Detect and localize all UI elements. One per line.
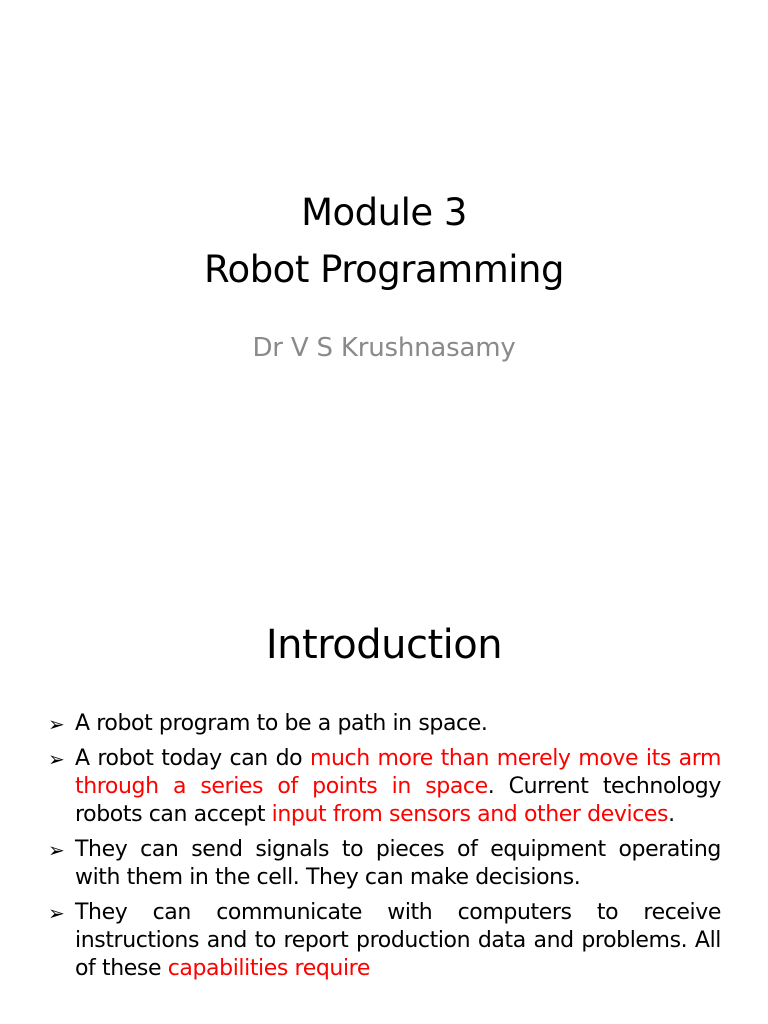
bullet-item-4 bbox=[48, 899, 721, 983]
title-line-1: Module 3 bbox=[301, 191, 467, 234]
bullet-item-1 bbox=[48, 710, 721, 738]
bullet-item-3 bbox=[48, 836, 721, 892]
bullet-highlight: much more than merely move its arm through a series of points in space bbox=[75, 746, 721, 799]
bullet-text: They can send signals to pieces of equipment operating with them in the cell. They can make decisions. bbox=[75, 837, 721, 890]
bullet-text: A robot program to be a path in space. bbox=[75, 711, 488, 736]
slide-title bbox=[0, 184, 768, 298]
bullet-highlight: capabilities require bbox=[167, 956, 370, 981]
bullet-highlight: input from sensors and other devices bbox=[271, 802, 669, 827]
bullet-text: . Current technology robots can accept bbox=[75, 774, 721, 827]
arrow-bullet-icon: ➢ bbox=[48, 747, 65, 771]
arrow-bullet-icon: ➢ bbox=[48, 712, 65, 736]
arrow-bullet-icon: ➢ bbox=[48, 838, 65, 862]
introduction-heading: Introduction bbox=[265, 622, 503, 668]
title-line-2: Robot Programming bbox=[204, 248, 564, 291]
author-subtitle: Dr V S Krushnasamy bbox=[252, 333, 516, 363]
arrow-bullet-icon: ➢ bbox=[48, 901, 65, 925]
bullet-text: . bbox=[668, 802, 675, 827]
bullet-text: They can communicate with computers to receive instructions and to report production data and problems. All of these bbox=[75, 900, 721, 981]
bullet-item-2 bbox=[48, 745, 721, 829]
bullet-text: A robot today can do bbox=[75, 746, 310, 771]
bullet-list bbox=[48, 710, 721, 990]
